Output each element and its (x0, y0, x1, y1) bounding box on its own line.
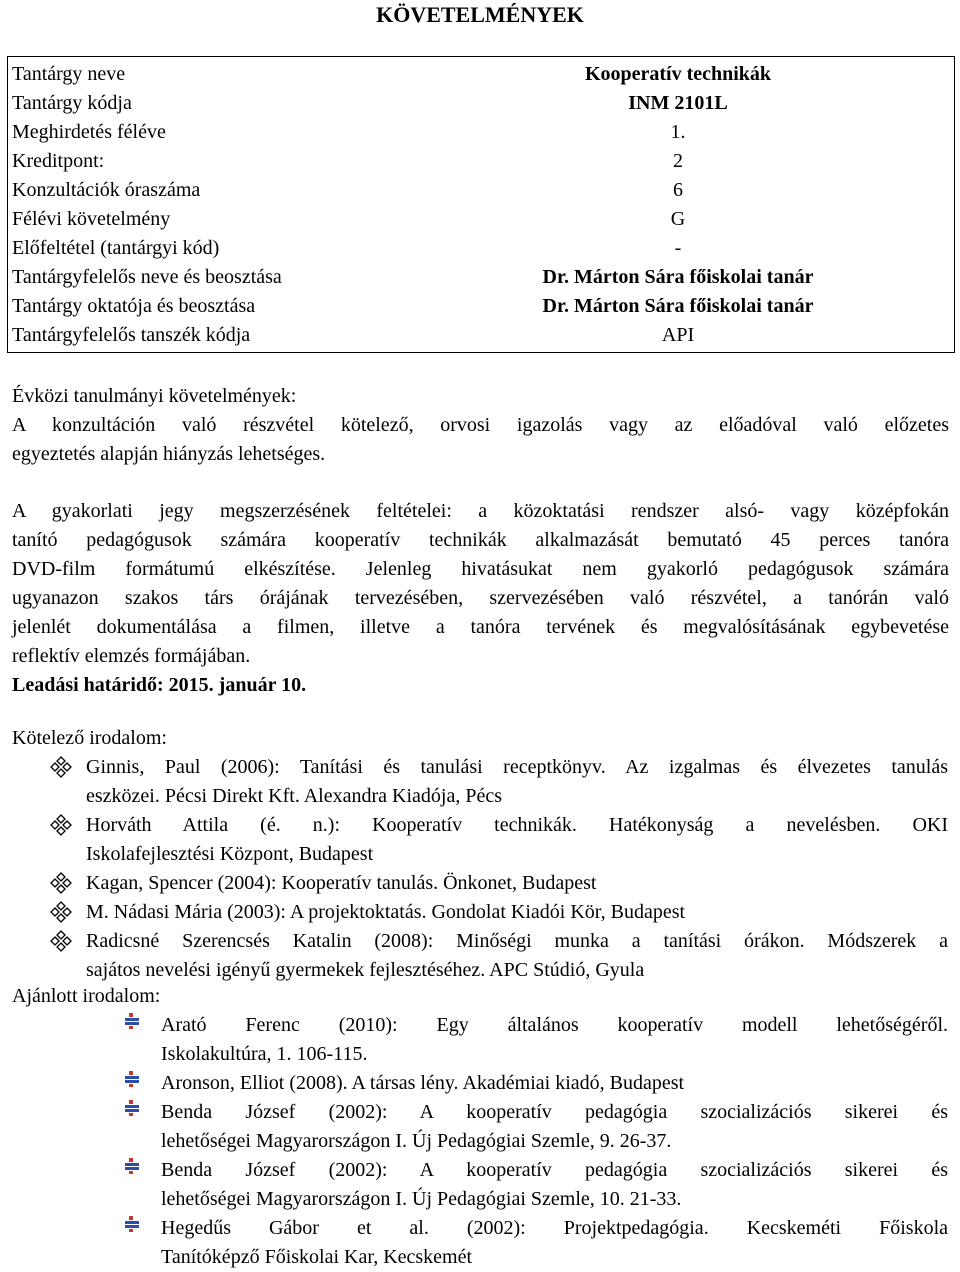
course-info-row (8, 205, 954, 234)
literature-entry-line: lehetőségei Magyarországon I. Új Pedagógiai Szemle, 10. 21-33. (161, 1188, 682, 1210)
course-info-value: API (661, 324, 695, 346)
four-diamond-bullet-icon (50, 814, 72, 836)
required-literature-heading: Kötelező irodalom: (12, 727, 167, 749)
literature-entry-line: lehetőségei Magyarországon I. Új Pedagógiai Szemle, 9. 26-37. (161, 1130, 672, 1152)
course-info-row (8, 89, 954, 118)
literature-entry-line: Tanítóképző Főiskolai Kar, Kecskemét (161, 1246, 473, 1268)
course-info-label: Előfeltétel (tantárgyi kód) (12, 237, 220, 259)
course-info-value: G (670, 208, 686, 230)
stacked-bar-bullet-icon (123, 1215, 141, 1233)
practical-requirements-line: tanító pedagógusok számára kooperatív technikák alkalmazását bemutató 45 perces tanóra (12, 529, 949, 551)
course-info-label: Tantárgyfelelős tanszék kódja (12, 324, 251, 346)
stacked-bar-bullet-icon (123, 1070, 141, 1088)
course-info-row (8, 60, 954, 89)
literature-entry-line: Ginnis, Paul (2006): Tanítási és tanulási receptkönyv. Az izgalmas és élvezetes tanulás (86, 756, 948, 778)
page-title: KÖVETELMÉNYEK (376, 2, 584, 27)
literature-entry-line: Hegedűs Gábor et al. (2002): Projektpedagógia. Kecskeméti Főiskola (161, 1217, 948, 1239)
literature-entry-line: eszközei. Pécsi Direkt Kft. Alexandra Kiadója, Pécs (86, 785, 502, 807)
practical-requirements-line: reflektív elemzés formájában. (12, 645, 251, 667)
stacked-bar-bullet-icon (123, 1012, 141, 1030)
course-info-label: Konzultációk óraszáma (12, 179, 201, 201)
course-info-value: 2 (673, 150, 683, 172)
course-info-row (8, 176, 954, 205)
literature-entry-line: Iskolakultúra, 1. 106-115. (161, 1043, 368, 1065)
literature-entry-line: Benda József (2002): A kooperatív pedagógia szocializációs sikerei és (161, 1101, 948, 1123)
course-info-value: 1. (670, 121, 686, 143)
course-info-row (8, 263, 954, 292)
literature-entry-line: M. Nádasi Mária (2003): A projektoktatás. Gondolat Kiadói Kör, Budapest (86, 901, 686, 923)
recommended-literature-heading: Ajánlott irodalom: (12, 985, 161, 1007)
literature-entry-line: Aronson, Elliot (2008). A társas lény. Akadémiai kiadó, Budapest (161, 1072, 685, 1094)
course-info-label: Félévi követelmény (12, 208, 171, 230)
practical-requirements-line: DVD-film formátumú elkészítése. Jelenleg hivatásukat nem gyakorló pedagógusok számára (12, 558, 949, 580)
literature-entry-line: Iskolafejlesztési Központ, Budapest (86, 843, 374, 865)
course-info-table (7, 56, 955, 353)
literature-entry-line: Benda József (2002): A kooperatív pedagógia szocializációs sikerei és (161, 1159, 948, 1181)
course-info-label: Kreditpont: (12, 150, 105, 172)
literature-entry-line: Arató Ferenc (2010): Egy általános kooperatív modell lehetőségéről. (161, 1014, 948, 1036)
course-info-value: Dr. Márton Sára főiskolai tanár (542, 266, 814, 288)
deadline-text: Leadási határidő: 2015. január 10. (12, 674, 307, 696)
course-info-label: Meghirdetés féléve (12, 121, 166, 143)
course-info-label: Tantárgy neve (12, 63, 126, 85)
literature-entry-line: sajátos nevelési igényű gyermekek fejlesztéséhez. APC Stúdió, Gyula (86, 959, 645, 981)
semester-requirements-line: egyeztetés alapján hiányzás lehetséges. (12, 443, 326, 465)
course-info-value: Dr. Márton Sára főiskolai tanár (542, 295, 814, 317)
course-info-value: 6 (673, 179, 683, 201)
practical-requirements-line: A gyakorlati jegy megszerzésének feltételei: a közoktatási rendszer alsó- vagy középfokán (12, 500, 949, 522)
stacked-bar-bullet-icon (123, 1157, 141, 1175)
course-info-value: INM 2101L (628, 92, 728, 114)
course-info-row (8, 118, 954, 147)
practical-requirements-line: ugyanazon szakos társ órájának tervezésében, szervezésében való részvétel, a tanórán való (12, 587, 949, 609)
four-diamond-bullet-icon (50, 930, 72, 952)
course-info-row (8, 292, 954, 321)
practical-requirements-line: jelenlét dokumentálása a filmen, illetve a tanóra tervének és megvalósításának egybevetése (12, 616, 949, 638)
four-diamond-bullet-icon (50, 756, 72, 778)
literature-entry-line: Horváth Attila (é. n.): Kooperatív technikák. Hatékonyság a nevelésben. OKI (86, 814, 948, 836)
four-diamond-bullet-icon (50, 901, 72, 923)
course-info-row (8, 147, 954, 176)
semester-requirements-line: A konzultáción való részvétel kötelező, orvosi igazolás vagy az előadóval való előzetes (12, 414, 949, 436)
course-info-row (8, 321, 954, 350)
stacked-bar-bullet-icon (123, 1099, 141, 1117)
literature-entry-line: Radicsné Szerencsés Katalin (2008): Minőségi munka a tanítási órákon. Módszerek a (86, 930, 948, 952)
course-info-label: Tantárgy kódja (12, 92, 132, 114)
literature-entry-line: Kagan, Spencer (2004): Kooperatív tanulás. Önkonet, Budapest (86, 872, 597, 894)
course-info-label: Tantárgy oktatója és beosztása (12, 295, 256, 317)
four-diamond-bullet-icon (50, 872, 72, 894)
course-info-value: Kooperatív technikák (584, 63, 772, 85)
semester-requirements-heading: Évközi tanulmányi követelmények: (12, 385, 297, 407)
course-info-label: Tantárgyfelelős neve és beosztása (12, 266, 282, 288)
course-info-value: - (674, 237, 682, 259)
course-info-row (8, 234, 954, 263)
